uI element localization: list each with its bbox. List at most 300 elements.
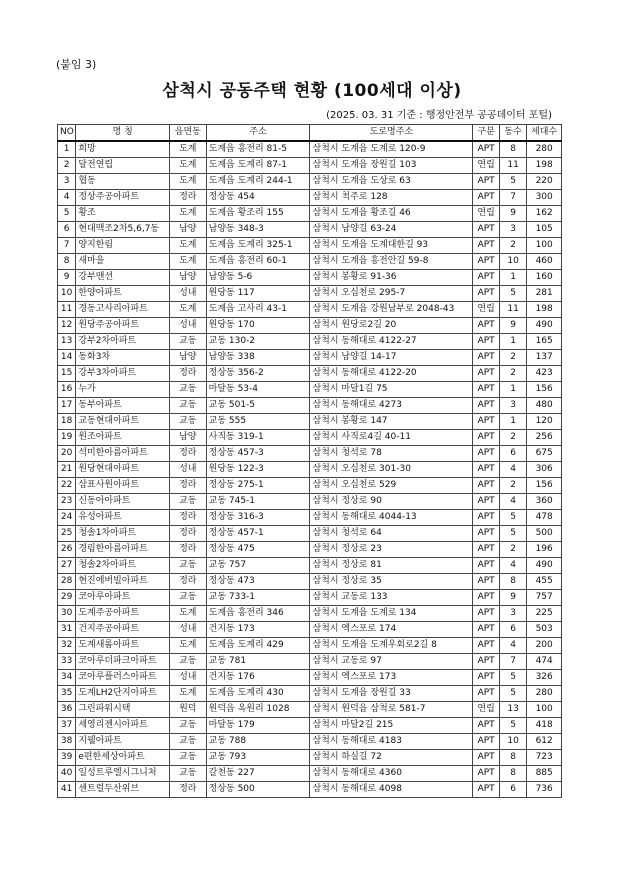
cell-address: 건지동 176 bbox=[206, 670, 310, 686]
cell-buildings: 3 bbox=[499, 222, 526, 238]
cell-name: 유성아파트 bbox=[76, 510, 170, 526]
cell-households: 225 bbox=[527, 606, 562, 622]
cell-road-address: 삼척시 동해대로 4098 bbox=[310, 782, 473, 798]
cell-buildings: 5 bbox=[499, 718, 526, 734]
cell-name: 도계새롬아파트 bbox=[76, 638, 170, 654]
cell-households: 105 bbox=[527, 222, 562, 238]
cell-no: 40 bbox=[58, 766, 76, 782]
cell-name: 세영리젠시아파트 bbox=[76, 718, 170, 734]
cell-name: 신동아아파트 bbox=[76, 494, 170, 510]
cell-buildings: 6 bbox=[499, 446, 526, 462]
table-row bbox=[58, 174, 562, 190]
cell-buildings: 3 bbox=[499, 398, 526, 414]
cell-district: 성내 bbox=[169, 318, 206, 334]
table-row bbox=[58, 190, 562, 206]
cell-name: 원당주공아파트 bbox=[76, 318, 170, 334]
cell-road-address: 삼척시 동해대로 4122-27 bbox=[310, 334, 473, 350]
cell-district: 남양 bbox=[169, 350, 206, 366]
cell-households: 500 bbox=[527, 526, 562, 542]
cell-type: APT bbox=[473, 398, 499, 414]
table-row bbox=[58, 334, 562, 350]
cell-name: 코아루더파크아파트 bbox=[76, 654, 170, 670]
cell-address: 교동 130-2 bbox=[206, 334, 310, 350]
cell-no: 17 bbox=[58, 398, 76, 414]
cell-no: 32 bbox=[58, 638, 76, 654]
cell-district: 교동 bbox=[169, 398, 206, 414]
cell-district: 교동 bbox=[169, 382, 206, 398]
cell-type: APT bbox=[473, 590, 499, 606]
cell-road-address: 삼척시 도계읍 도계로 120-9 bbox=[310, 141, 473, 158]
cell-road-address: 삼척시 봉황로 91-36 bbox=[310, 270, 473, 286]
cell-type: 연립 bbox=[473, 302, 499, 318]
table-row bbox=[58, 526, 562, 542]
cell-name: 달전연립 bbox=[76, 158, 170, 174]
cell-road-address: 삼척시 동해대로 4273 bbox=[310, 398, 473, 414]
cell-district: 교동 bbox=[169, 590, 206, 606]
table-row bbox=[58, 366, 562, 382]
cell-buildings: 6 bbox=[499, 782, 526, 798]
cell-address: 교동 757 bbox=[206, 558, 310, 574]
cell-no: 25 bbox=[58, 526, 76, 542]
cell-district: 교동 bbox=[169, 718, 206, 734]
cell-address: 교동 745-1 bbox=[206, 494, 310, 510]
cell-buildings: 8 bbox=[499, 750, 526, 766]
table-row bbox=[58, 702, 562, 718]
cell-type: APT bbox=[473, 526, 499, 542]
cell-address: 마달동 179 bbox=[206, 718, 310, 734]
cell-road-address: 삼척시 청석로 64 bbox=[310, 526, 473, 542]
cell-households: 360 bbox=[527, 494, 562, 510]
cell-no: 5 bbox=[58, 206, 76, 222]
cell-households: 736 bbox=[527, 782, 562, 798]
cell-households: 885 bbox=[527, 766, 562, 782]
cell-buildings: 5 bbox=[499, 670, 526, 686]
cell-no: 27 bbox=[58, 558, 76, 574]
table-row bbox=[58, 654, 562, 670]
cell-households: 280 bbox=[527, 686, 562, 702]
cell-type: APT bbox=[473, 270, 499, 286]
cell-name: 동화3차 bbox=[76, 350, 170, 366]
table-row bbox=[58, 414, 562, 430]
cell-type: APT bbox=[473, 446, 499, 462]
cell-no: 23 bbox=[58, 494, 76, 510]
cell-district: 남양 bbox=[169, 270, 206, 286]
cell-name: 그린파워시택 bbox=[76, 702, 170, 718]
cell-district: 정라 bbox=[169, 574, 206, 590]
cell-type: APT bbox=[473, 222, 499, 238]
cell-road-address: 삼척시 도계읍 강원남부로 2048-43 bbox=[310, 302, 473, 318]
cell-address: 사직동 319-1 bbox=[206, 430, 310, 446]
cell-name: 황조 bbox=[76, 206, 170, 222]
cell-type: APT bbox=[473, 254, 499, 270]
table-header-row bbox=[58, 125, 562, 142]
cell-no: 39 bbox=[58, 750, 76, 766]
cell-type: APT bbox=[473, 606, 499, 622]
cell-no: 1 bbox=[58, 141, 76, 158]
cell-buildings: 1 bbox=[499, 414, 526, 430]
cell-buildings: 10 bbox=[499, 254, 526, 270]
cell-buildings: 5 bbox=[499, 510, 526, 526]
cell-buildings: 1 bbox=[499, 334, 526, 350]
cell-district: 성내 bbox=[169, 462, 206, 478]
cell-name: 경림한아름아파트 bbox=[76, 542, 170, 558]
cell-households: 612 bbox=[527, 734, 562, 750]
cell-type: APT bbox=[473, 430, 499, 446]
cell-no: 7 bbox=[58, 238, 76, 254]
cell-households: 100 bbox=[527, 238, 562, 254]
cell-address: 정상동 457-3 bbox=[206, 446, 310, 462]
cell-households: 198 bbox=[527, 302, 562, 318]
cell-buildings: 4 bbox=[499, 494, 526, 510]
table-row bbox=[58, 734, 562, 750]
cell-buildings: 1 bbox=[499, 382, 526, 398]
cell-district: 교동 bbox=[169, 494, 206, 510]
cell-households: 156 bbox=[527, 478, 562, 494]
cell-district: 성내 bbox=[169, 622, 206, 638]
table-row bbox=[58, 254, 562, 270]
cell-address: 정상동 275-1 bbox=[206, 478, 310, 494]
cell-district: 도계 bbox=[169, 686, 206, 702]
cell-address: 교동 781 bbox=[206, 654, 310, 670]
table-row bbox=[58, 462, 562, 478]
cell-type: APT bbox=[473, 510, 499, 526]
cell-address: 도계읍 흥전리 81-5 bbox=[206, 141, 310, 158]
cell-buildings: 5 bbox=[499, 286, 526, 302]
cell-households: 460 bbox=[527, 254, 562, 270]
cell-type: APT bbox=[473, 478, 499, 494]
cell-no: 19 bbox=[58, 430, 76, 446]
cell-no: 31 bbox=[58, 622, 76, 638]
cell-households: 480 bbox=[527, 398, 562, 414]
cell-district: 도계 bbox=[169, 206, 206, 222]
cell-households: 723 bbox=[527, 750, 562, 766]
cell-name: 도계주공아파트 bbox=[76, 606, 170, 622]
cell-households: 200 bbox=[527, 638, 562, 654]
cell-road-address: 삼척시 청석로 78 bbox=[310, 446, 473, 462]
cell-type: APT bbox=[473, 174, 499, 190]
cell-type: APT bbox=[473, 334, 499, 350]
cell-buildings: 2 bbox=[499, 542, 526, 558]
cell-name: 원조아파트 bbox=[76, 430, 170, 446]
cell-address: 도계읍 도계리 244-1 bbox=[206, 174, 310, 190]
cell-type: APT bbox=[473, 766, 499, 782]
cell-buildings: 1 bbox=[499, 270, 526, 286]
cell-district: 남양 bbox=[169, 430, 206, 446]
cell-type: APT bbox=[473, 414, 499, 430]
cell-buildings: 2 bbox=[499, 430, 526, 446]
attachment-label: (붙임 3) bbox=[56, 58, 97, 71]
cell-district: 교동 bbox=[169, 766, 206, 782]
cell-no: 30 bbox=[58, 606, 76, 622]
cell-no: 9 bbox=[58, 270, 76, 286]
table-row bbox=[58, 302, 562, 318]
cell-address: 도계읍 흥전리 346 bbox=[206, 606, 310, 622]
cell-name: 지웰아파트 bbox=[76, 734, 170, 750]
cell-district: 도계 bbox=[169, 174, 206, 190]
cell-buildings: 11 bbox=[499, 158, 526, 174]
cell-type: 연립 bbox=[473, 702, 499, 718]
cell-name: 일성트루엘시그니처 bbox=[76, 766, 170, 782]
cell-buildings: 11 bbox=[499, 302, 526, 318]
cell-no: 14 bbox=[58, 350, 76, 366]
cell-type: APT bbox=[473, 638, 499, 654]
cell-road-address: 삼척시 도계읍 도계우회로2길 8 bbox=[310, 638, 473, 654]
cell-buildings: 8 bbox=[499, 766, 526, 782]
cell-address: 정상동 457-1 bbox=[206, 526, 310, 542]
cell-name: 코아루플러스아파트 bbox=[76, 670, 170, 686]
cell-households: 490 bbox=[527, 558, 562, 574]
cell-name: 누가 bbox=[76, 382, 170, 398]
cell-road-address: 삼척시 정상로 23 bbox=[310, 542, 473, 558]
table-row bbox=[58, 494, 562, 510]
cell-road-address: 삼척시 오십천로 301-30 bbox=[310, 462, 473, 478]
cell-district: 교동 bbox=[169, 334, 206, 350]
cell-name: 청솔2차아파트 bbox=[76, 558, 170, 574]
cell-address: 정상동 475 bbox=[206, 542, 310, 558]
cell-road-address: 삼척시 원당로2길 20 bbox=[310, 318, 473, 334]
cell-type: APT bbox=[473, 542, 499, 558]
cell-address: 도계읍 흥전리 60-1 bbox=[206, 254, 310, 270]
cell-road-address: 삼척시 사직로4길 40-11 bbox=[310, 430, 473, 446]
cell-no: 12 bbox=[58, 318, 76, 334]
cell-no: 4 bbox=[58, 190, 76, 206]
cell-name: 도계LH2단지아파트 bbox=[76, 686, 170, 702]
cell-address: 갈천동 227 bbox=[206, 766, 310, 782]
cell-district: 정라 bbox=[169, 510, 206, 526]
cell-type: APT bbox=[473, 670, 499, 686]
col-header-type: 구분 bbox=[473, 125, 499, 142]
table-row bbox=[58, 590, 562, 606]
cell-name: 희망 bbox=[76, 141, 170, 158]
cell-address: 도계읍 도계리 430 bbox=[206, 686, 310, 702]
cell-buildings: 10 bbox=[499, 734, 526, 750]
cell-name: 강부3차아파트 bbox=[76, 366, 170, 382]
cell-address: 남양동 348-3 bbox=[206, 222, 310, 238]
cell-name: 강부맨션 bbox=[76, 270, 170, 286]
cell-buildings: 9 bbox=[499, 206, 526, 222]
cell-buildings: 2 bbox=[499, 238, 526, 254]
col-header-district: 읍면동 bbox=[169, 125, 206, 142]
cell-district: 교동 bbox=[169, 558, 206, 574]
cell-address: 도계읍 도계리 87-1 bbox=[206, 158, 310, 174]
table-row bbox=[58, 382, 562, 398]
cell-households: 280 bbox=[527, 141, 562, 158]
cell-name: 경동고사리아파트 bbox=[76, 302, 170, 318]
col-header-no: NO bbox=[58, 125, 76, 142]
cell-no: 28 bbox=[58, 574, 76, 590]
cell-address: 남양동 338 bbox=[206, 350, 310, 366]
table-row bbox=[58, 558, 562, 574]
cell-district: 정라 bbox=[169, 446, 206, 462]
cell-district: 정라 bbox=[169, 782, 206, 798]
cell-district: 교동 bbox=[169, 750, 206, 766]
cell-district: 교동 bbox=[169, 654, 206, 670]
cell-no: 35 bbox=[58, 686, 76, 702]
cell-district: 원덕 bbox=[169, 702, 206, 718]
cell-households: 474 bbox=[527, 654, 562, 670]
cell-type: APT bbox=[473, 141, 499, 158]
cell-no: 2 bbox=[58, 158, 76, 174]
cell-road-address: 삼척시 마달1길 75 bbox=[310, 382, 473, 398]
cell-type: APT bbox=[473, 238, 499, 254]
cell-name: e편한세상아파트 bbox=[76, 750, 170, 766]
cell-households: 160 bbox=[527, 270, 562, 286]
col-header-households: 세대수 bbox=[527, 125, 562, 142]
cell-address: 건지동 173 bbox=[206, 622, 310, 638]
cell-name: 정상주공아파트 bbox=[76, 190, 170, 206]
cell-address: 교동 788 bbox=[206, 734, 310, 750]
col-header-address: 주소 bbox=[206, 125, 310, 142]
cell-address: 교동 555 bbox=[206, 414, 310, 430]
cell-district: 도계 bbox=[169, 606, 206, 622]
cell-road-address: 삼척시 동해대로 4044-13 bbox=[310, 510, 473, 526]
page-title: 삼척시 공동주택 현황 (100세대 이상) bbox=[162, 81, 462, 101]
cell-address: 원덕읍 옥원리 1028 bbox=[206, 702, 310, 718]
cell-no: 15 bbox=[58, 366, 76, 382]
cell-name: 협동 bbox=[76, 174, 170, 190]
cell-name: 센트럴두산위브 bbox=[76, 782, 170, 798]
cell-type: APT bbox=[473, 462, 499, 478]
cell-road-address: 삼척시 교동로 97 bbox=[310, 654, 473, 670]
cell-road-address: 삼척시 도계읍 장원길 103 bbox=[310, 158, 473, 174]
cell-address: 정상동 356-2 bbox=[206, 366, 310, 382]
cell-name: 삼표사원아파트 bbox=[76, 478, 170, 494]
cell-type: APT bbox=[473, 734, 499, 750]
cell-households: 503 bbox=[527, 622, 562, 638]
cell-type: APT bbox=[473, 366, 499, 382]
cell-type: APT bbox=[473, 654, 499, 670]
basis-note: (2025. 03. 31 기준 : 행정안전부 공공데이터 포털) bbox=[326, 110, 552, 121]
cell-district: 도계 bbox=[169, 238, 206, 254]
cell-no: 36 bbox=[58, 702, 76, 718]
col-header-buildings: 동수 bbox=[499, 125, 526, 142]
cell-households: 757 bbox=[527, 590, 562, 606]
cell-district: 남양 bbox=[169, 222, 206, 238]
table-row bbox=[58, 686, 562, 702]
cell-road-address: 삼척시 척주로 128 bbox=[310, 190, 473, 206]
cell-no: 6 bbox=[58, 222, 76, 238]
cell-buildings: 2 bbox=[499, 366, 526, 382]
table-row bbox=[58, 238, 562, 254]
cell-type: APT bbox=[473, 622, 499, 638]
cell-road-address: 삼척시 엑스포로 174 bbox=[310, 622, 473, 638]
cell-buildings: 9 bbox=[499, 318, 526, 334]
cell-name: 교동현대아파트 bbox=[76, 414, 170, 430]
cell-type: APT bbox=[473, 382, 499, 398]
cell-type: 연립 bbox=[473, 158, 499, 174]
cell-district: 교동 bbox=[169, 734, 206, 750]
table-row bbox=[58, 430, 562, 446]
table-row bbox=[58, 350, 562, 366]
cell-road-address: 삼척시 정상로 90 bbox=[310, 494, 473, 510]
cell-type: APT bbox=[473, 494, 499, 510]
apartment-table bbox=[57, 124, 562, 798]
cell-households: 137 bbox=[527, 350, 562, 366]
cell-name: 석미한아름아파트 bbox=[76, 446, 170, 462]
cell-buildings: 4 bbox=[499, 558, 526, 574]
cell-road-address: 삼척시 남양길 63-24 bbox=[310, 222, 473, 238]
cell-households: 306 bbox=[527, 462, 562, 478]
cell-name: 새마을 bbox=[76, 254, 170, 270]
cell-buildings: 4 bbox=[499, 462, 526, 478]
cell-buildings: 8 bbox=[499, 574, 526, 590]
cell-address: 마달동 53-4 bbox=[206, 382, 310, 398]
table-row bbox=[58, 141, 562, 158]
cell-address: 교동 793 bbox=[206, 750, 310, 766]
cell-households: 162 bbox=[527, 206, 562, 222]
cell-address: 정상동 316-3 bbox=[206, 510, 310, 526]
cell-road-address: 삼척시 도계읍 장원길 33 bbox=[310, 686, 473, 702]
cell-type: APT bbox=[473, 318, 499, 334]
cell-name: 코아루아파트 bbox=[76, 590, 170, 606]
cell-no: 22 bbox=[58, 478, 76, 494]
cell-name: 강부2차아파트 bbox=[76, 334, 170, 350]
cell-type: APT bbox=[473, 350, 499, 366]
cell-district: 도계 bbox=[169, 302, 206, 318]
cell-district: 성내 bbox=[169, 670, 206, 686]
cell-households: 100 bbox=[527, 702, 562, 718]
cell-no: 8 bbox=[58, 254, 76, 270]
cell-buildings: 5 bbox=[499, 686, 526, 702]
cell-name: 양지한림 bbox=[76, 238, 170, 254]
cell-district: 정라 bbox=[169, 526, 206, 542]
table-row bbox=[58, 222, 562, 238]
cell-no: 33 bbox=[58, 654, 76, 670]
cell-buildings: 4 bbox=[499, 638, 526, 654]
table-row bbox=[58, 446, 562, 462]
table-row bbox=[58, 510, 562, 526]
cell-district: 도계 bbox=[169, 141, 206, 158]
cell-address: 교동 733-1 bbox=[206, 590, 310, 606]
cell-road-address: 삼척시 정상로 81 bbox=[310, 558, 473, 574]
cell-name: 현진에버빌아파트 bbox=[76, 574, 170, 590]
cell-address: 도계읍 고사리 43-1 bbox=[206, 302, 310, 318]
cell-name: 원당현대아파트 bbox=[76, 462, 170, 478]
cell-road-address: 삼척시 마달2길 215 bbox=[310, 718, 473, 734]
cell-road-address: 삼척시 정상로 35 bbox=[310, 574, 473, 590]
table-row bbox=[58, 766, 562, 782]
cell-households: 120 bbox=[527, 414, 562, 430]
cell-road-address: 삼척시 봉황로 147 bbox=[310, 414, 473, 430]
cell-district: 정라 bbox=[169, 478, 206, 494]
cell-households: 198 bbox=[527, 158, 562, 174]
cell-no: 10 bbox=[58, 286, 76, 302]
table-row bbox=[58, 718, 562, 734]
cell-no: 29 bbox=[58, 590, 76, 606]
cell-district: 정라 bbox=[169, 542, 206, 558]
cell-no: 18 bbox=[58, 414, 76, 430]
cell-address: 정상동 454 bbox=[206, 190, 310, 206]
cell-no: 26 bbox=[58, 542, 76, 558]
table-row bbox=[58, 606, 562, 622]
cell-type: APT bbox=[473, 782, 499, 798]
cell-road-address: 삼척시 도계읍 도계로 134 bbox=[310, 606, 473, 622]
table-row bbox=[58, 574, 562, 590]
cell-road-address: 삼척시 남양길 14-17 bbox=[310, 350, 473, 366]
cell-address: 도계읍 도계리 325-1 bbox=[206, 238, 310, 254]
cell-no: 38 bbox=[58, 734, 76, 750]
cell-type: APT bbox=[473, 190, 499, 206]
cell-type: APT bbox=[473, 718, 499, 734]
cell-households: 156 bbox=[527, 382, 562, 398]
table-row bbox=[58, 638, 562, 654]
col-header-road-address: 도로명주소 bbox=[310, 125, 473, 142]
cell-name: 동부아파트 bbox=[76, 398, 170, 414]
cell-no: 37 bbox=[58, 718, 76, 734]
cell-road-address: 삼척시 오십천로 295-7 bbox=[310, 286, 473, 302]
cell-buildings: 8 bbox=[499, 141, 526, 158]
cell-households: 196 bbox=[527, 542, 562, 558]
